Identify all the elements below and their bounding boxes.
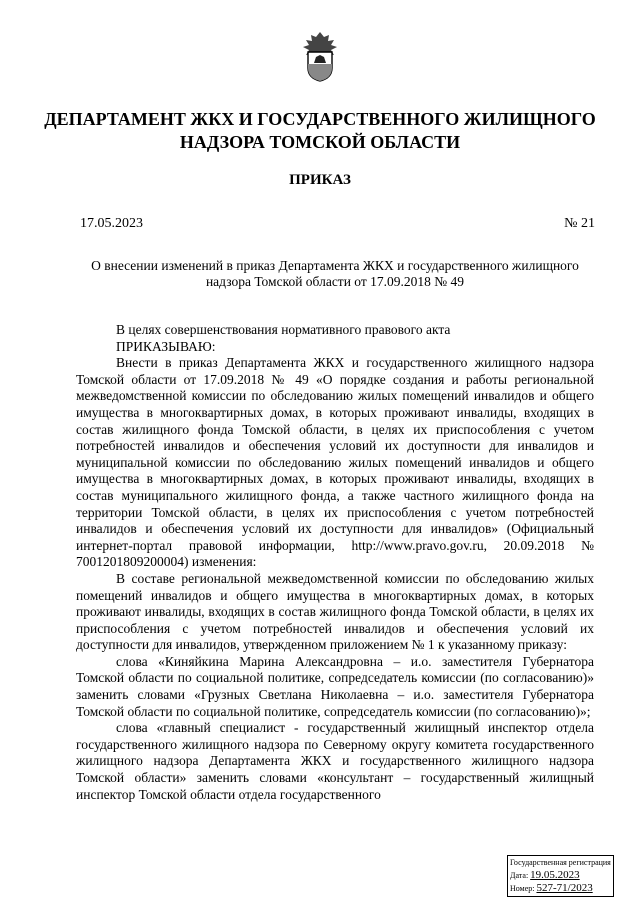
stamp-date-label: Дата:	[510, 871, 529, 880]
order-body	[76, 322, 594, 803]
order-number: № 21	[564, 216, 595, 231]
coat-of-arms-icon	[298, 30, 342, 82]
department-title: ДЕПАРТАМЕНТ ЖКХ И ГОСУДАРСТВЕННОГО ЖИЛИЩНОГО НАДЗОРА ТОМСКОЙ ОБЛАСТИ	[44, 109, 596, 152]
order-directive: ПРИКАЗЫВАЮ:	[116, 338, 216, 354]
body-paragraph: слова «главный специалист - государственный жилищный инспектор отдела государственного жилищного надзора по Северному округу комитета государственного жилищного надзора Департамента ЖКХ и государственного жилищного надзора Томской области» заменить словами «консультант – государственный жилищный инспектор Томской области отдела государственного	[76, 720, 594, 802]
stamp-title: Государственная регистрация	[510, 858, 611, 867]
stamp-number-value: 527-71/2023	[536, 882, 593, 894]
order-date: 17.05.2023	[80, 216, 143, 231]
preamble: В целях совершенствования нормативного правового акта	[116, 322, 451, 337]
stamp-number-label: Номер:	[510, 884, 535, 893]
body-paragraph: слова «Киняйкина Марина Александровна – и.о. заместителя Губернатора Томской области по социальной политике, сопредседатель комиссии (по согласованию)» заменить словами «Грузных Светлана Николаевна – и.о. заместителя Губернатора Томской области по социальной политике, сопредседатель комиссии (по согласованию)»;	[76, 653, 594, 719]
body-paragraph: Внести в приказ Департамента ЖКХ и государственного жилищного надзора Томской области от 17.09.2018 № 49 «О порядке создания и работы региональной межведомственной комиссии по обследованию жилых помещений инвалидов и общего имущества в многоквартирных домах, в которых проживают инвалиды, входящих в состав жилищного фонда Томской области, в целях их приспособления с учетом потребностей инвалидов и обеспечения условий их доступности для инвалидов и муниципальной комиссии по обследованию жилых помещений инвалидов и общего имущества в многоквартирных домах, в которых проживают инвалиды, входящих в состав муниципального жилищного фонда, а также частного жилищного фонда на территории Томской области, в целях их приспособления с учетом потребностей инвалидов и обеспечения условий их доступности для инвалидов» (Официальный интернет-портал правовой информации, http://www.pravo.gov.ru, 20.09.2018 № 7001201809200004) изменения:	[76, 355, 594, 570]
document-type: ПРИКАЗ	[289, 172, 351, 188]
order-subject: О внесении изменений в приказ Департамента ЖКХ и государственного жилищного надзора Томской области от 17.09.2018 № 49	[91, 258, 579, 289]
stamp-date-value: 19.05.2023	[530, 869, 580, 881]
registration-stamp	[507, 855, 614, 897]
body-paragraph: В составе региональной межведомственной комиссии по обследованию жилых помещений инвалидов и общего имущества в многоквартирных домах, в которых проживают инвалиды, входящих в состав жилищного фонда Томской области, в целях их приспособления с учетом потребностей инвалидов и обеспечения условий их доступности для инвалидов, утвержденном приложением № 1 к указанному приказу:	[76, 570, 594, 653]
